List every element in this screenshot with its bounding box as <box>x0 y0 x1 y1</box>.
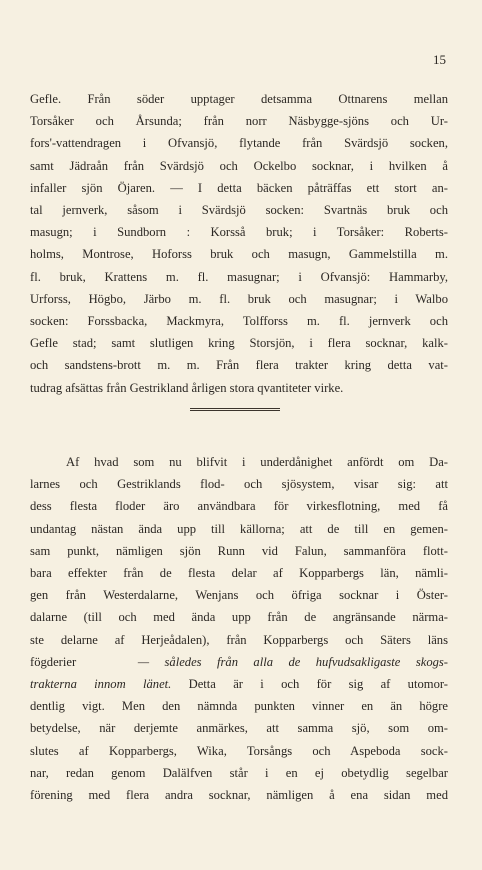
text-line: och sandstens-brott m. m. Från flera trakter kring detta vat- <box>30 358 448 373</box>
text-run: Detta är i och för sig af utomor- <box>171 677 448 692</box>
text-line: Af hvad som nu blifvit i underdånighet anfördt om Da- <box>66 455 448 469</box>
text-line: dess flesta floder äro användbara för virkesflotning, med få <box>30 499 448 514</box>
text-line: socken: Forssbacka, Mackmyra, Tolfforss m. fl. jernverk och <box>30 314 448 329</box>
text-line: ste delarne af Herjeådalen), från Kopparbergs och Säters läns <box>30 632 448 647</box>
text-run: fögderier <box>30 654 77 669</box>
text-line: larnes och Gestriklands flod- och sjösystem, visar sig: att <box>30 477 448 492</box>
text-line: gen från Westerdalarne, Wenjans och öfriga socknar i Öster- <box>30 588 448 603</box>
text-line: fors'-vattendragen i Ofvansjö, flytande från Svärdsjö socken, <box>30 136 448 151</box>
text-line: Urforss, Högbo, Järbo m. fl. bruk och masugnar; i Walbo <box>30 291 448 306</box>
text-line: bara effekter från de flesta delar af Kopparbergs län, nämli- <box>30 566 448 581</box>
text-line: tal jernverk, såsom i Svärdsjö socken: Svartnäs bruk och <box>30 203 448 218</box>
text-line: slutes af Kopparbergs, Wika, Torsångs och Aspeboda sock- <box>30 743 448 758</box>
text-line: Gefle stad; samt slutligen kring Storsjön, i flera socknar, kalk- <box>30 336 448 351</box>
section-divider <box>190 408 280 411</box>
text-line: förening med flera andra socknar, nämligen å ena sidan med <box>30 788 448 803</box>
text-line: Gefle. Från söder upptager detsamma Ottnarens mellan <box>30 92 448 106</box>
text-line: Torsåker och Årsunda; från norr Näsbygge-sjöns och Ur- <box>30 114 448 129</box>
paragraph-1 <box>30 88 448 399</box>
text-line: masugn; i Sundborn : Korsså bruk; i Torsåker: Roberts- <box>30 225 448 240</box>
paragraph-2 <box>30 451 448 806</box>
text-line: infaller sjön Öjaren. — I detta bäcken påträffas ett stort an- <box>30 180 448 195</box>
text-line: fl. bruk, Krattens m. fl. masugnar; i Ofvansjö: Hammarby, <box>30 269 448 284</box>
text-line-mixed <box>30 673 448 695</box>
text-line: undantag nästan ända upp till källorna; att de till en gemen- <box>30 521 448 536</box>
text-line: betydelse, när derjemte anmärkes, att samma sjö, som om- <box>30 721 448 736</box>
italic-text-run: — således från alla de hufvudsakligaste skogs- <box>137 654 448 669</box>
text-line: dalarne (till och med ända upp från de angränsande närma- <box>30 610 448 625</box>
page-number: 15 <box>433 52 446 67</box>
italic-text-run: trakterna innom länet. <box>30 677 172 692</box>
text-line-mixed <box>30 651 448 673</box>
text-line: dentlig vigt. Men den nämnda punkten vinner en än högre <box>30 699 448 714</box>
text-line: nar, redan genom Dalälfven står i en ej obetydlig segelbar <box>30 765 448 780</box>
text-line: samt Jädraån från Svärdsjö och Ockelbo socknar, i hvilken å <box>30 158 448 173</box>
text-line: tudrag afsättas från Gestrikland årligen stora qvantiteter virke. <box>30 380 344 395</box>
text-line: sam punkt, nämligen sjön Runn vid Falun, sammanföra flott- <box>30 543 448 558</box>
text-line: holms, Montrose, Hoforss bruk och masugn, Gammelstilla m. <box>30 247 448 262</box>
